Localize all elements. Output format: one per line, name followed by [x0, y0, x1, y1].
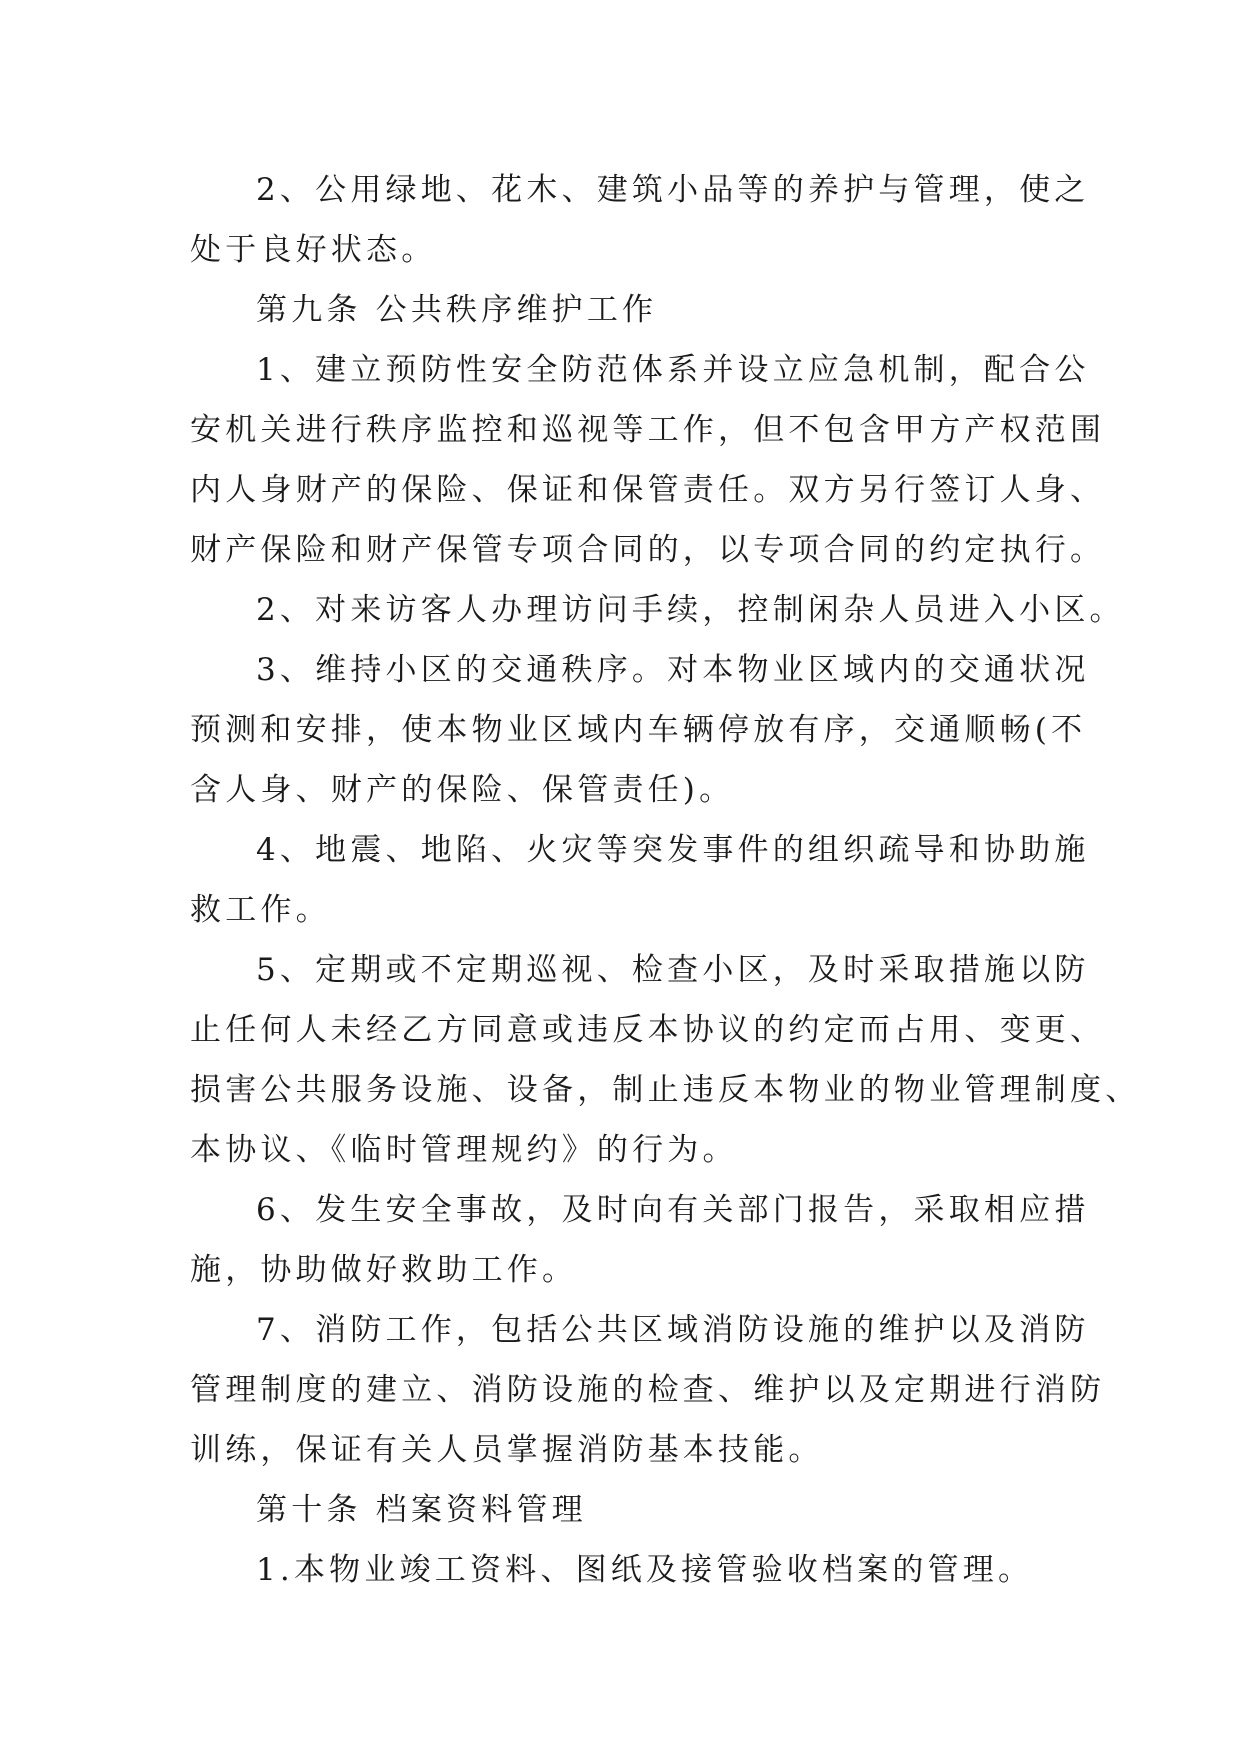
text-line: 2、对来访客人办理访问手续，控制闲杂人员进入小区。: [256, 592, 1125, 628]
article-9-item-7: [190, 1300, 1106, 1480]
text-line: 内人身财产的保险、保证和保管责任。双方另行签订人身、: [190, 472, 1106, 508]
text-line: 含人身、财产的保险、保管责任)。: [190, 772, 735, 808]
article-9-item-2: [190, 580, 1125, 640]
article-9-item-6: [190, 1180, 1090, 1300]
article-9-heading: [190, 280, 1070, 340]
text-line: 损害公共服务设施、设备，制止违反本物业的物业管理制度、: [190, 1072, 1141, 1108]
article-10-heading: [190, 1480, 1070, 1540]
paragraph-green-space-maintenance: [190, 160, 1090, 280]
article-9-item-3: [190, 640, 1090, 820]
text-line: 1.本物业竣工资料、图纸及接管验收档案的管理。: [256, 1552, 1034, 1588]
text-line: 处于良好状态。: [190, 232, 437, 268]
text-line: 财产保险和财产保管专项合同的，以专项合同的约定执行。: [190, 532, 1106, 568]
text-line: 预测和安排，使本物业区域内车辆停放有序，交通顺畅(不: [190, 712, 1087, 748]
text-line: 3、维持小区的交通秩序。对本物业区域内的交通状况: [256, 652, 1090, 688]
text-line: 救工作。: [190, 892, 331, 928]
text-line: 6、发生安全事故，及时向有关部门报告，采取相应措: [256, 1192, 1090, 1228]
text-line: 施，协助做好救助工作。: [190, 1252, 578, 1288]
text-line: 1、建立预防性安全防范体系并设立应急机制，配合公: [256, 352, 1090, 388]
text-line: 本协议、《临时管理规约》的行为。: [190, 1132, 738, 1168]
text-line: 管理制度的建立、消防设施的检查、维护以及定期进行消防: [190, 1372, 1106, 1408]
text-line: 7、消防工作，包括公共区域消防设施的维护以及消防: [256, 1312, 1090, 1348]
article-9-item-5: [190, 940, 1141, 1180]
text-line: 止任何人未经乙方同意或违反本协议的约定而占用、变更、: [190, 1012, 1106, 1048]
article-9-item-1: [190, 340, 1106, 580]
document-body: [190, 160, 1141, 1600]
text-line: 训练，保证有关人员掌握消防基本技能。: [190, 1432, 824, 1468]
article-9-item-4: [190, 820, 1090, 940]
text-line: 5、定期或不定期巡视、检查小区，及时采取措施以防: [256, 952, 1090, 988]
text-line: 2、公用绿地、花木、建筑小品等的养护与管理，使之: [256, 172, 1090, 208]
text-line: 4、地震、地陷、火灾等突发事件的组织疏导和协助施: [256, 832, 1090, 868]
section-heading: 第九条 公共秩序维护工作: [256, 292, 658, 328]
section-heading: 第十条 档案资料管理: [256, 1492, 587, 1528]
text-line: 安机关进行秩序监控和巡视等工作，但不包含甲方产权范围: [190, 412, 1106, 448]
article-10-item-1: [190, 1540, 1070, 1600]
